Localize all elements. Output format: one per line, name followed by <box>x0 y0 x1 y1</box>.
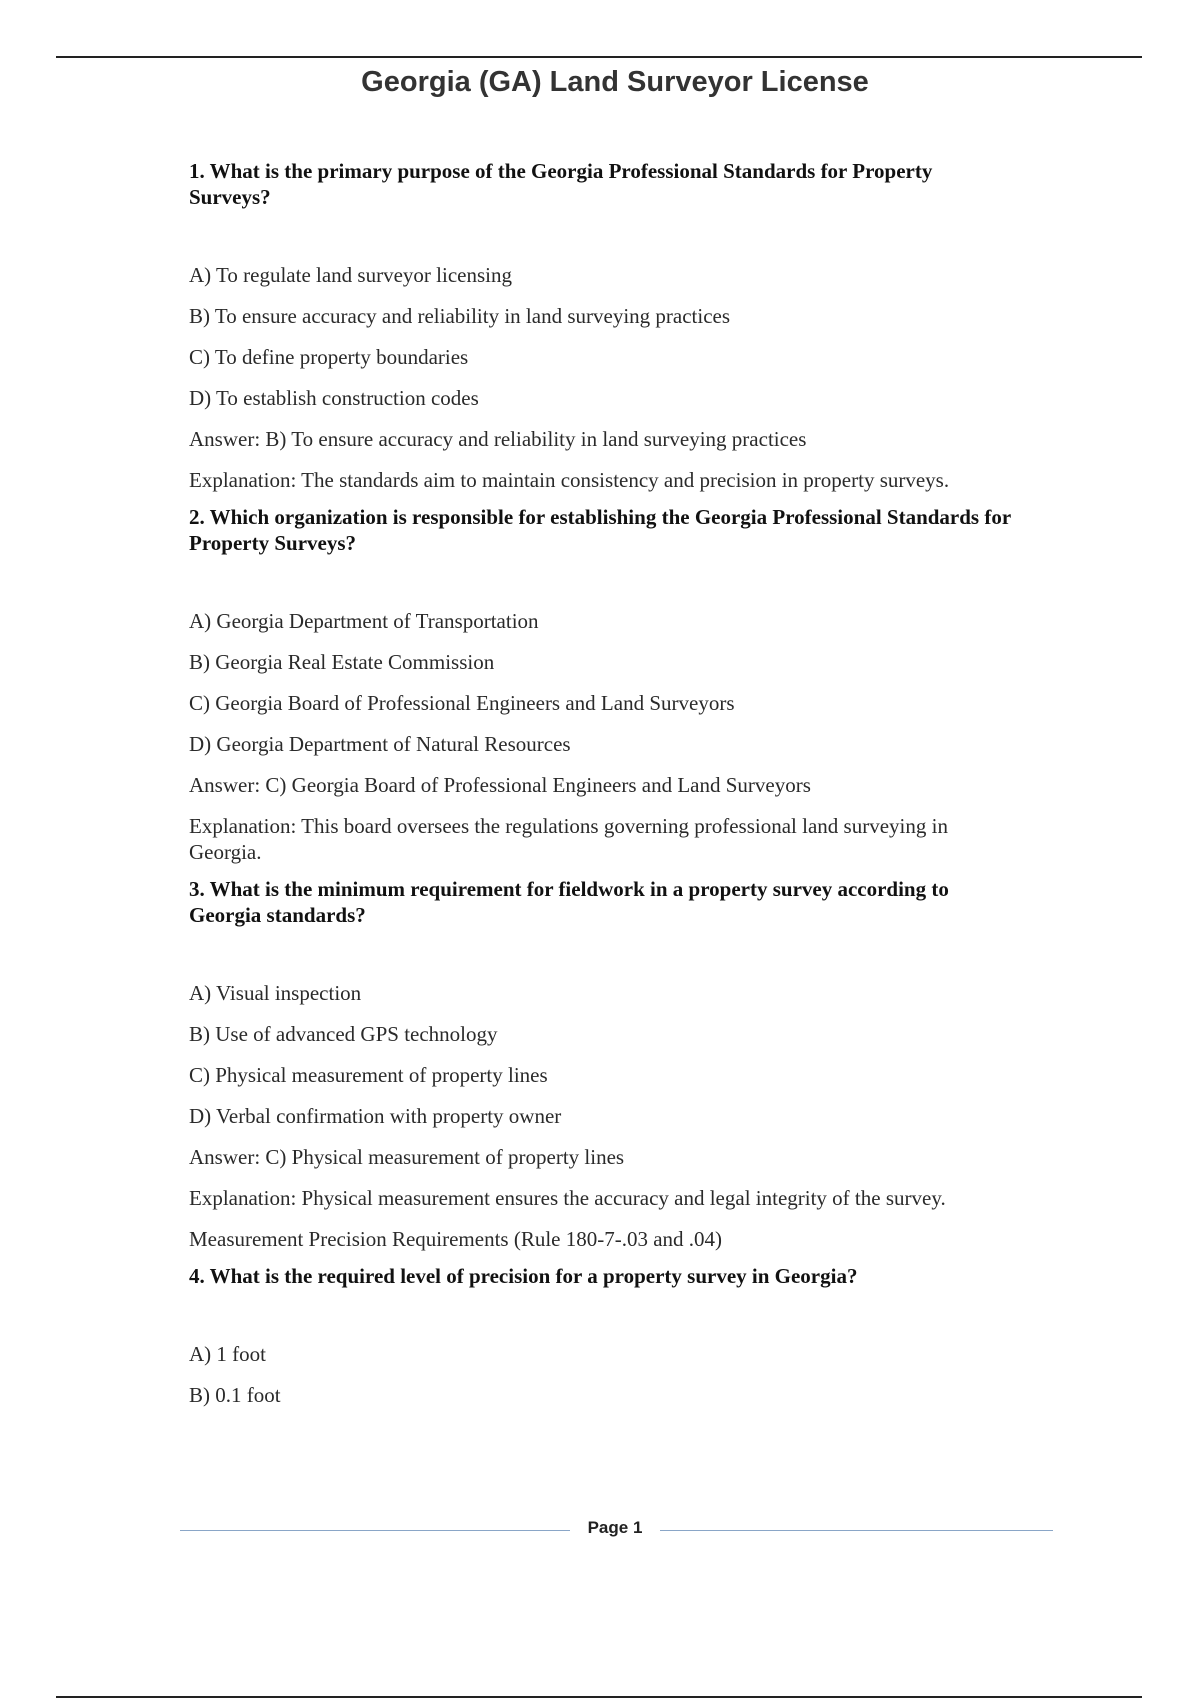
top-rule <box>56 56 1142 58</box>
question-block <box>189 1263 1019 1408</box>
question-block <box>189 158 1019 493</box>
answer-option: A) Visual inspection <box>189 981 362 1005</box>
correct-answer: Answer: C) Physical measurement of property lines <box>189 1145 625 1169</box>
answer-option: C) Georgia Board of Professional Engineers and Land Surveyors <box>189 691 735 715</box>
question-title: 1. What is the primary purpose of the Georgia Professional Standards for Property Surveys? <box>189 159 933 209</box>
answer-option: B) Georgia Real Estate Commission <box>189 650 495 674</box>
bottom-rule <box>56 1696 1142 1698</box>
question-block <box>189 876 1019 1252</box>
answer-option: B) Use of advanced GPS technology <box>189 1022 498 1046</box>
question-title: 3. What is the minimum requirement for fieldwork in a property survey according to Georgia standards? <box>189 877 949 927</box>
answer-option: C) To define property boundaries <box>189 345 469 369</box>
page-number: Page 1 <box>587 1518 643 1537</box>
answer-option: D) Georgia Department of Natural Resources <box>189 732 571 756</box>
answer-option: D) Verbal confirmation with property owner <box>189 1104 562 1128</box>
question-block <box>189 504 1019 865</box>
page-footer <box>180 1518 1053 1546</box>
correct-answer: Answer: C) Georgia Board of Professional Engineers and Land Surveyors <box>189 773 811 797</box>
answer-option: C) Physical measurement of property lines <box>189 1063 548 1087</box>
explanation: Explanation: Physical measurement ensures the accuracy and legal integrity of the survey. <box>189 1186 946 1210</box>
answer-option: A) To regulate land surveyor licensing <box>189 263 512 287</box>
footer-rule-right <box>660 1530 1053 1531</box>
answer-option: B) To ensure accuracy and reliability in land surveying practices <box>189 304 731 328</box>
section-heading: Measurement Precision Requirements (Rule 180-7-.03 and .04) <box>189 1227 723 1251</box>
explanation: Explanation: This board oversees the regulations governing professional land surveying in Georgia. <box>189 814 948 864</box>
explanation: Explanation: The standards aim to maintain consistency and precision in property surveys. <box>189 468 950 492</box>
question-title: 2. Which organization is responsible for establishing the Georgia Professional Standards for Property Surveys? <box>189 505 1011 555</box>
document-title: Georgia (GA) Land Surveyor License <box>361 66 869 98</box>
correct-answer: Answer: B) To ensure accuracy and reliability in land surveying practices <box>189 427 807 451</box>
answer-option: D) To establish construction codes <box>189 386 479 410</box>
answer-option: B) 0.1 foot <box>189 1383 281 1407</box>
document-body <box>189 158 1019 1423</box>
question-title: 4. What is the required level of precision for a property survey in Georgia? <box>189 1264 858 1288</box>
footer-rule-left <box>180 1530 570 1531</box>
answer-option: A) Georgia Department of Transportation <box>189 609 539 633</box>
answer-option: A) 1 foot <box>189 1342 266 1366</box>
